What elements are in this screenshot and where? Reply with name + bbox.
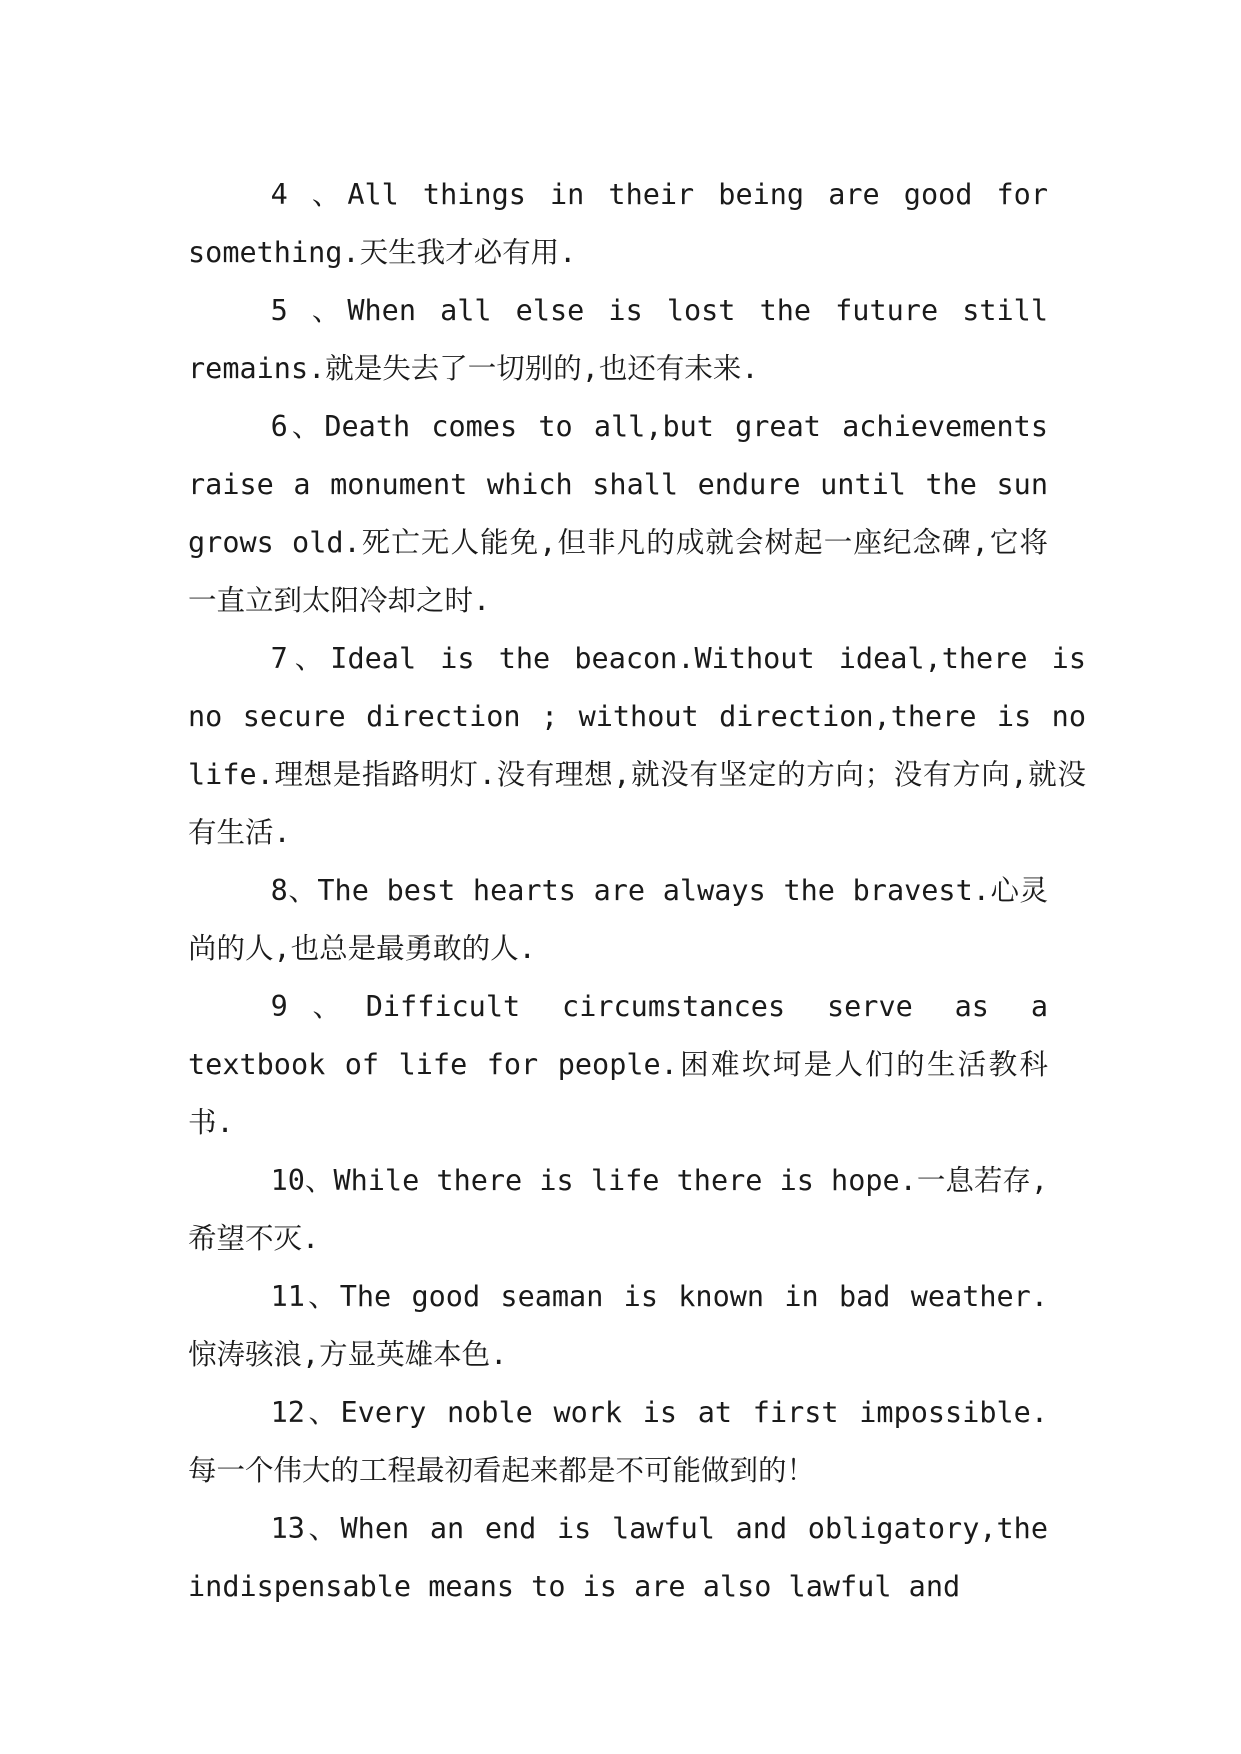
quote-list: [188, 166, 1086, 1616]
quote-paragraph-5: 5 、When all else is lost the future still remains.就是失去了一切别的,也还有未来.: [188, 294, 1048, 385]
quote-paragraph-12: 12、Every noble work is at first impossible.每一个伟大的工程最初看起来都是不可能做到的！: [188, 1396, 1048, 1487]
quote-paragraph-9: 9、Difficult circumstances serve as a textbook of life for people.困难坎坷是人们的生活教科书.: [188, 990, 1048, 1139]
quote-paragraph-8: 8、The best hearts are always the bravest.心灵尚的人,也总是最勇敢的人.: [188, 874, 1048, 965]
quote-paragraph-11: 11、The good seaman is known in bad weather.惊涛骇浪,方显英雄本色.: [188, 1280, 1048, 1371]
quote-paragraph-4: 4 、All things in their being are good for something.天生我才必有用.: [188, 178, 1048, 269]
quote-paragraph-10: 10、While there is life there is hope.一息若存,希望不灭.: [188, 1164, 1049, 1255]
quote-paragraph-7: 7、Ideal is the beacon.Without ideal,there is no secure direction ; without direction,there is no life.理想是指路明灯.没有理想,就没有坚定的方向；没有方向,就没有生活.: [188, 642, 1086, 849]
quote-paragraph-6: 6、Death comes to all,but great achievements raise a monument which shall endure until the sun grows old.死亡无人能免,但非凡的成就会树起一座纪念碑,它将一直立到太阳冷却之时.: [188, 410, 1048, 617]
quote-paragraph-13: 13、When an end is lawful and obligatory,the indispensable means to is are also lawful and: [188, 1512, 1048, 1603]
